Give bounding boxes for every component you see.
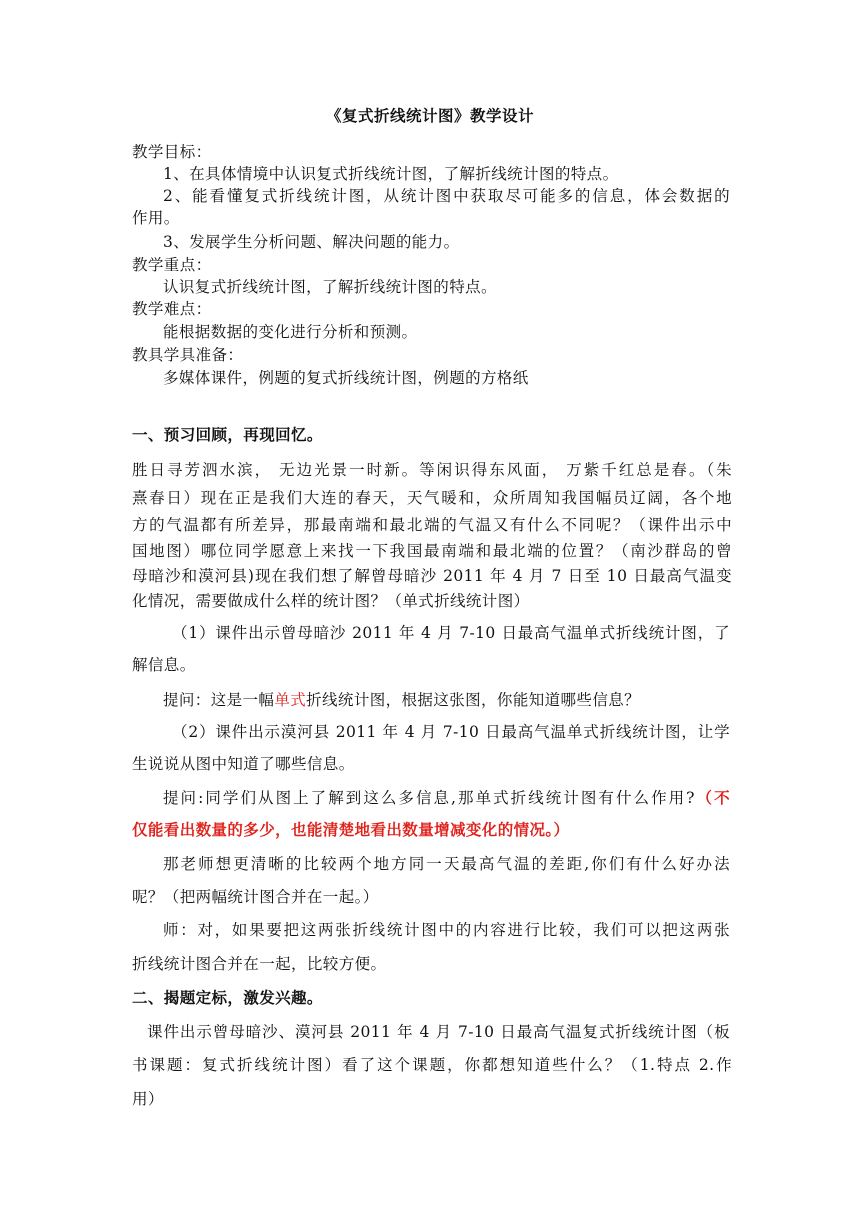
question-1-text-b: 折线统计图，根据这张图，你能知道哪些信息？: [306, 691, 641, 709]
goal-item-2-continued: 作用。: [132, 209, 180, 227]
question-2-answer: 仅能看出数量的多少，也能清楚地看出数量增减变化的情况。）: [132, 820, 570, 839]
question-1-highlight: 单式: [274, 691, 307, 709]
question-2-text: 提问:同学们从图上了解到这么多信息,那单式折线统计图有什么作用?: [163, 789, 695, 807]
question-2: [163, 786, 730, 808]
section-1-step-1-continued: 解信息。: [132, 656, 196, 674]
section-1-paragraph-5: 师：对，如果要把这两张折线统计图中的内容进行比较，我们可以把这两张: [163, 921, 730, 939]
section-1-paragraph-4: 那老师想更清晰的比较两个地方同一天最高气温的差距,你们有什么好办法: [163, 855, 730, 873]
difficulty-heading: 教学难点：: [132, 300, 212, 318]
section-1-step-2: （2）课件出示漠河县 2011 年 4 月 7-10 日最高气温单式折线统计图，让学: [172, 723, 730, 741]
difficulty-text: 能根据数据的变化进行分析和预测。: [163, 323, 418, 341]
document-title: 《复式折线统计图》教学设计: [325, 106, 534, 125]
section-1-paragraph-4-continued: 呢？（把两幅统计图合并在一起。）: [132, 888, 379, 906]
question-1: [163, 688, 763, 710]
goal-item-2: 2、能看懂复式折线统计图，从统计图中获取尽可能多的信息，体会数据的: [163, 187, 730, 205]
section-1-paragraph-1: 胜日寻芳泗水滨， 无边光景一时新。等闲识得东风面， 万紫千红总是春。（朱: [132, 461, 732, 479]
question-1-text-a: 提问：这是一幅: [163, 691, 275, 709]
keypoint-heading: 教学重点：: [132, 256, 212, 274]
section-2-paragraph-1: 用）: [132, 1090, 164, 1108]
section-2-paragraph-1: 课件出示曾母暗沙、漠河县 2011 年 4 月 7-10 日最高气温复式折线统计图（板: [147, 1023, 730, 1041]
section-2-paragraph-1: 书课题：复式折线统计图）看了这个课题，你都想知道些什么？（1.特点 2.作: [132, 1056, 732, 1074]
section-1-paragraph-1: 化情况，需要做成什么样的统计图？（单式折线统计图）: [132, 592, 530, 610]
keypoint-text: 认识复式折线统计图，了解折线统计图的特点。: [163, 278, 497, 296]
goal-item-1: 1、在具体情境中认识复式折线统计图，了解折线统计图的特点。: [163, 165, 619, 183]
question-2-answer-start: （不: [694, 788, 730, 807]
section-1-step-1: （1）课件出示曾母暗沙 2011 年 4 月 7-10 日最高气温单式折线统计图，了: [172, 624, 730, 642]
goal-item-3: 3、发展学生分析问题、解决问题的能力。: [163, 233, 460, 251]
tools-text: 多媒体课件，例题的复式折线统计图，例题的方格纸: [163, 369, 529, 387]
section-1-paragraph-1: 熹春日）现在正是我们大连的春天，天气暖和，众所周知我国幅员辽阔，各个地: [132, 489, 732, 507]
section-1-paragraph-1: 母暗沙和漠河县)现在我们想了解曾母暗沙 2011 年 4 月 7 日至 10 日最高气温变: [132, 567, 732, 585]
section-1-paragraph-5-continued: 折线统计图合并在一起，比较方便。: [132, 955, 387, 973]
section-2-heading: 二、揭题定标，激发兴趣。: [132, 988, 323, 1007]
section-1-paragraph-1: 国地图）哪位同学愿意上来找一下我国最南端和最北端的位置？（南沙群岛的曾: [132, 542, 732, 560]
tools-heading: 教具学具准备：: [132, 346, 244, 364]
section-1-heading: 一、预习回顾，再现回忆。: [132, 425, 323, 444]
section-1-step-2-continued: 生说说从图中知道了哪些信息。: [132, 755, 355, 773]
section-1-paragraph-1: 方的气温都有所差异，那最南端和最北端的气温又有什么不同呢？（课件出示中: [132, 516, 732, 534]
goals-heading: 教学目标：: [132, 143, 212, 161]
